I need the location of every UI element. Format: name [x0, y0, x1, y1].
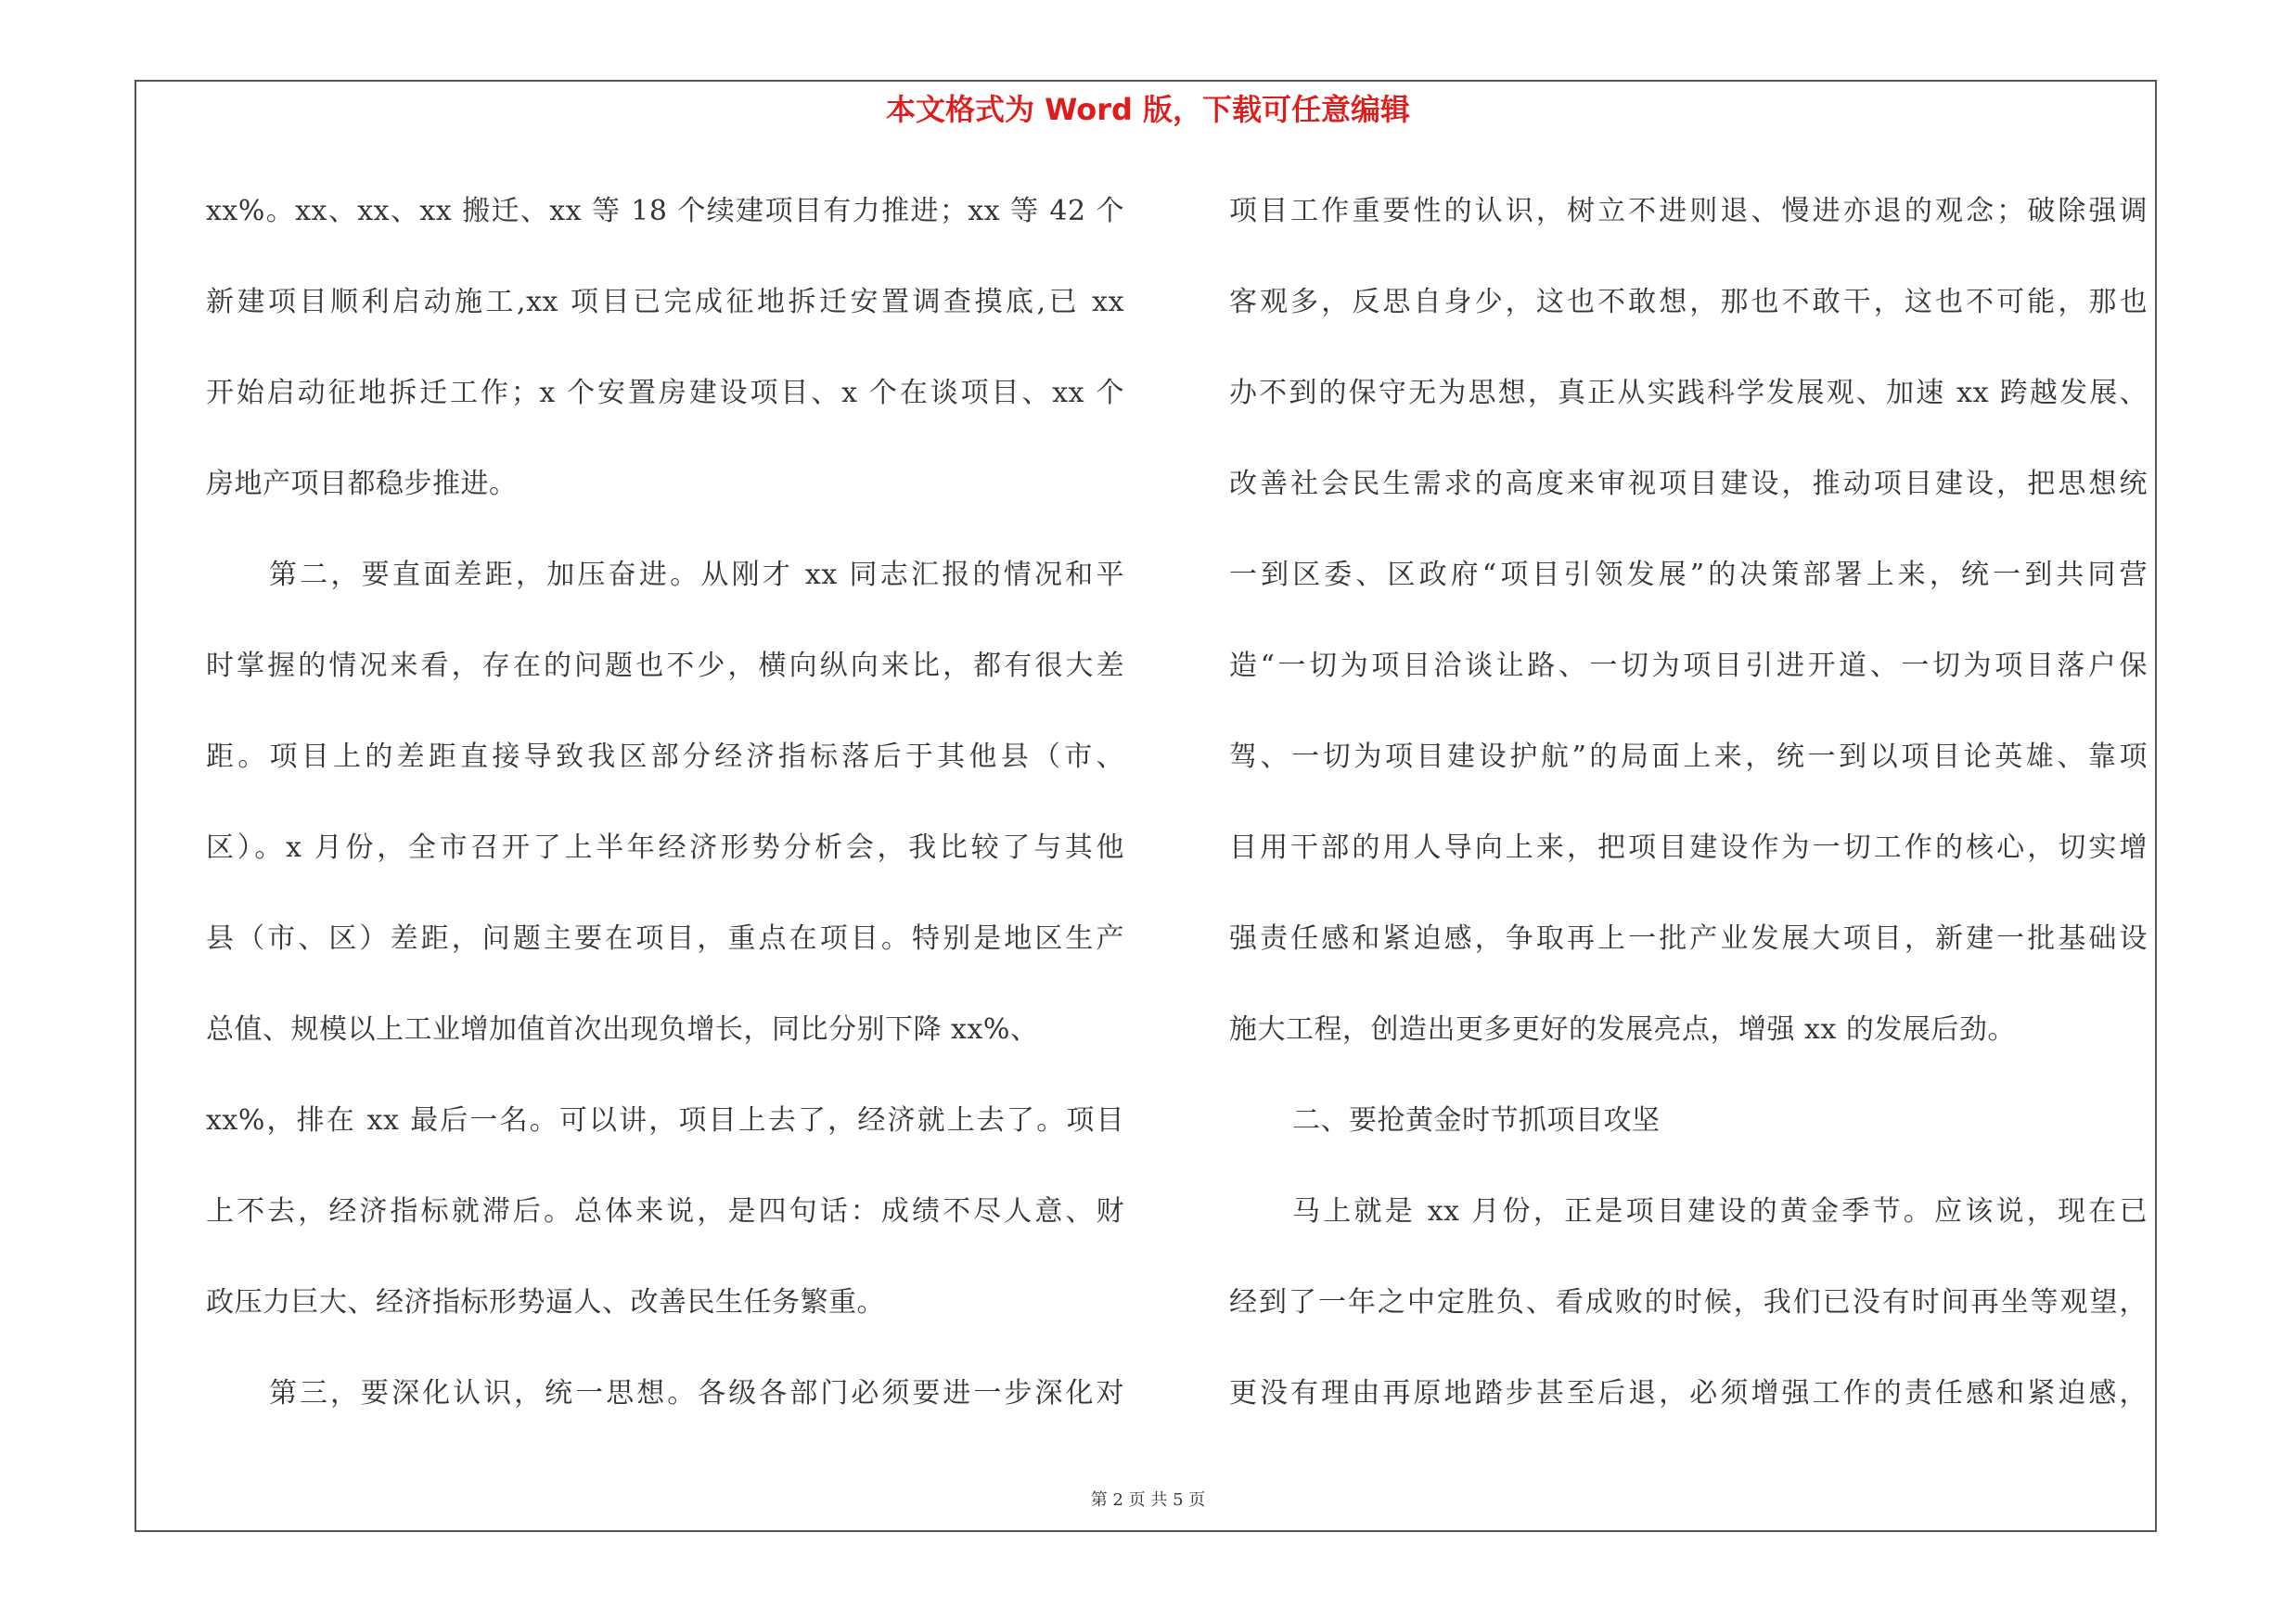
text-line: 县（市、区）差距，问题主要在项目，重点在项目。特别是地区生产 — [206, 922, 1124, 955]
text-line: 区）。x 月份，全市召开了上半年经济形势分析会，我比较了与其他 — [206, 831, 1124, 864]
text-line: 强责任感和紧迫感，争取再上一批产业发展大项目，新建一批基础设 — [1229, 922, 2148, 955]
text-line: 施大工程，创造出更多更好的发展亮点，增强 xx 的发展后劲。 — [1229, 1013, 2016, 1046]
text-line: 客观多，反思自身少，这也不敢想，那也不敢干，这也不可能，那也 — [1229, 286, 2148, 318]
text-line: 一到区委、区政府“项目引领发展”的决策部署上来，统一到共同营 — [1229, 559, 2148, 591]
text-line: 马上就是 xx 月份，正是项目建设的黄金季节。应该说，现在已 — [1292, 1195, 2148, 1228]
text-line: 二、要抢黄金时节抓项目攻坚 — [1292, 1104, 1661, 1137]
text-line: 经到了一年之中定胜负、看成败的时候，我们已没有时间再坐等观望， — [1229, 1286, 2148, 1319]
text-line: 新建项目顺利启动施工,xx 项目已完成征地拆迁安置调查摸底,已 xx — [206, 286, 1124, 318]
text-line: xx%，排在 xx 最后一名。可以讲，项目上去了，经济就上去了。项目 — [206, 1104, 1124, 1137]
text-line: 驾、一切为项目建设护航”的局面上来，统一到以项目论英雄、靠项 — [1229, 741, 2148, 773]
text-line: 第三，要深化认识，统一思想。各级各部门必须要进一步深化对 — [269, 1377, 1124, 1410]
text-line: 造“一切为项目洽谈让路、一切为项目引进开道、一切为项目落户保 — [1229, 650, 2148, 682]
text-line: 时掌握的情况来看，存在的问题也不少，横向纵向来比，都有很大差 — [206, 650, 1124, 682]
text-line: 项目工作重要性的认识，树立不进则退、慢进亦退的观念；破除强调 — [1229, 195, 2148, 227]
text-line: 距。项目上的差距直接导致我区部分经济指标落后于其他县（市、 — [206, 741, 1124, 773]
text-line: 办不到的保守无为思想，真正从实践科学发展观、加速 xx 跨越发展、 — [1229, 377, 2148, 409]
format-notice-banner: 本文格式为 Word 版，下载可任意编辑 — [885, 92, 1411, 127]
text-line: 第二，要直面差距，加压奋进。从刚才 xx 同志汇报的情况和平 — [269, 559, 1124, 591]
page-number-footer: 第 2 页 共 5 页 — [1090, 1490, 1206, 1510]
right-text-column — [1229, 184, 2148, 1457]
text-line: 房地产项目都稳步推进。 — [206, 468, 518, 500]
text-line: 更没有理由再原地踏步甚至后退，必须增强工作的责任感和紧迫感， — [1229, 1377, 2148, 1410]
left-text-column — [206, 184, 1124, 1457]
text-line: 总值、规模以上工业增加值首次出现负增长，同比分别下降 xx%、 — [206, 1013, 1039, 1046]
text-line: 上不去，经济指标就滞后。总体来说，是四句话：成绩不尽人意、财 — [206, 1195, 1124, 1228]
text-line: 开始启动征地拆迁工作；x 个安置房建设项目、x 个在谈项目、xx 个 — [206, 377, 1124, 409]
text-line: xx%。xx、xx、xx 搬迁、xx 等 18 个续建项目有力推进；xx 等 42 个 — [206, 195, 1124, 227]
text-line: 政压力巨大、经济指标形势逼人、改善民生任务繁重。 — [206, 1286, 885, 1319]
text-line: 目用干部的用人导向上来，把项目建设作为一切工作的核心，切实增 — [1229, 831, 2148, 864]
text-line: 改善社会民生需求的高度来审视项目建设，推动项目建设，把思想统 — [1229, 468, 2148, 500]
